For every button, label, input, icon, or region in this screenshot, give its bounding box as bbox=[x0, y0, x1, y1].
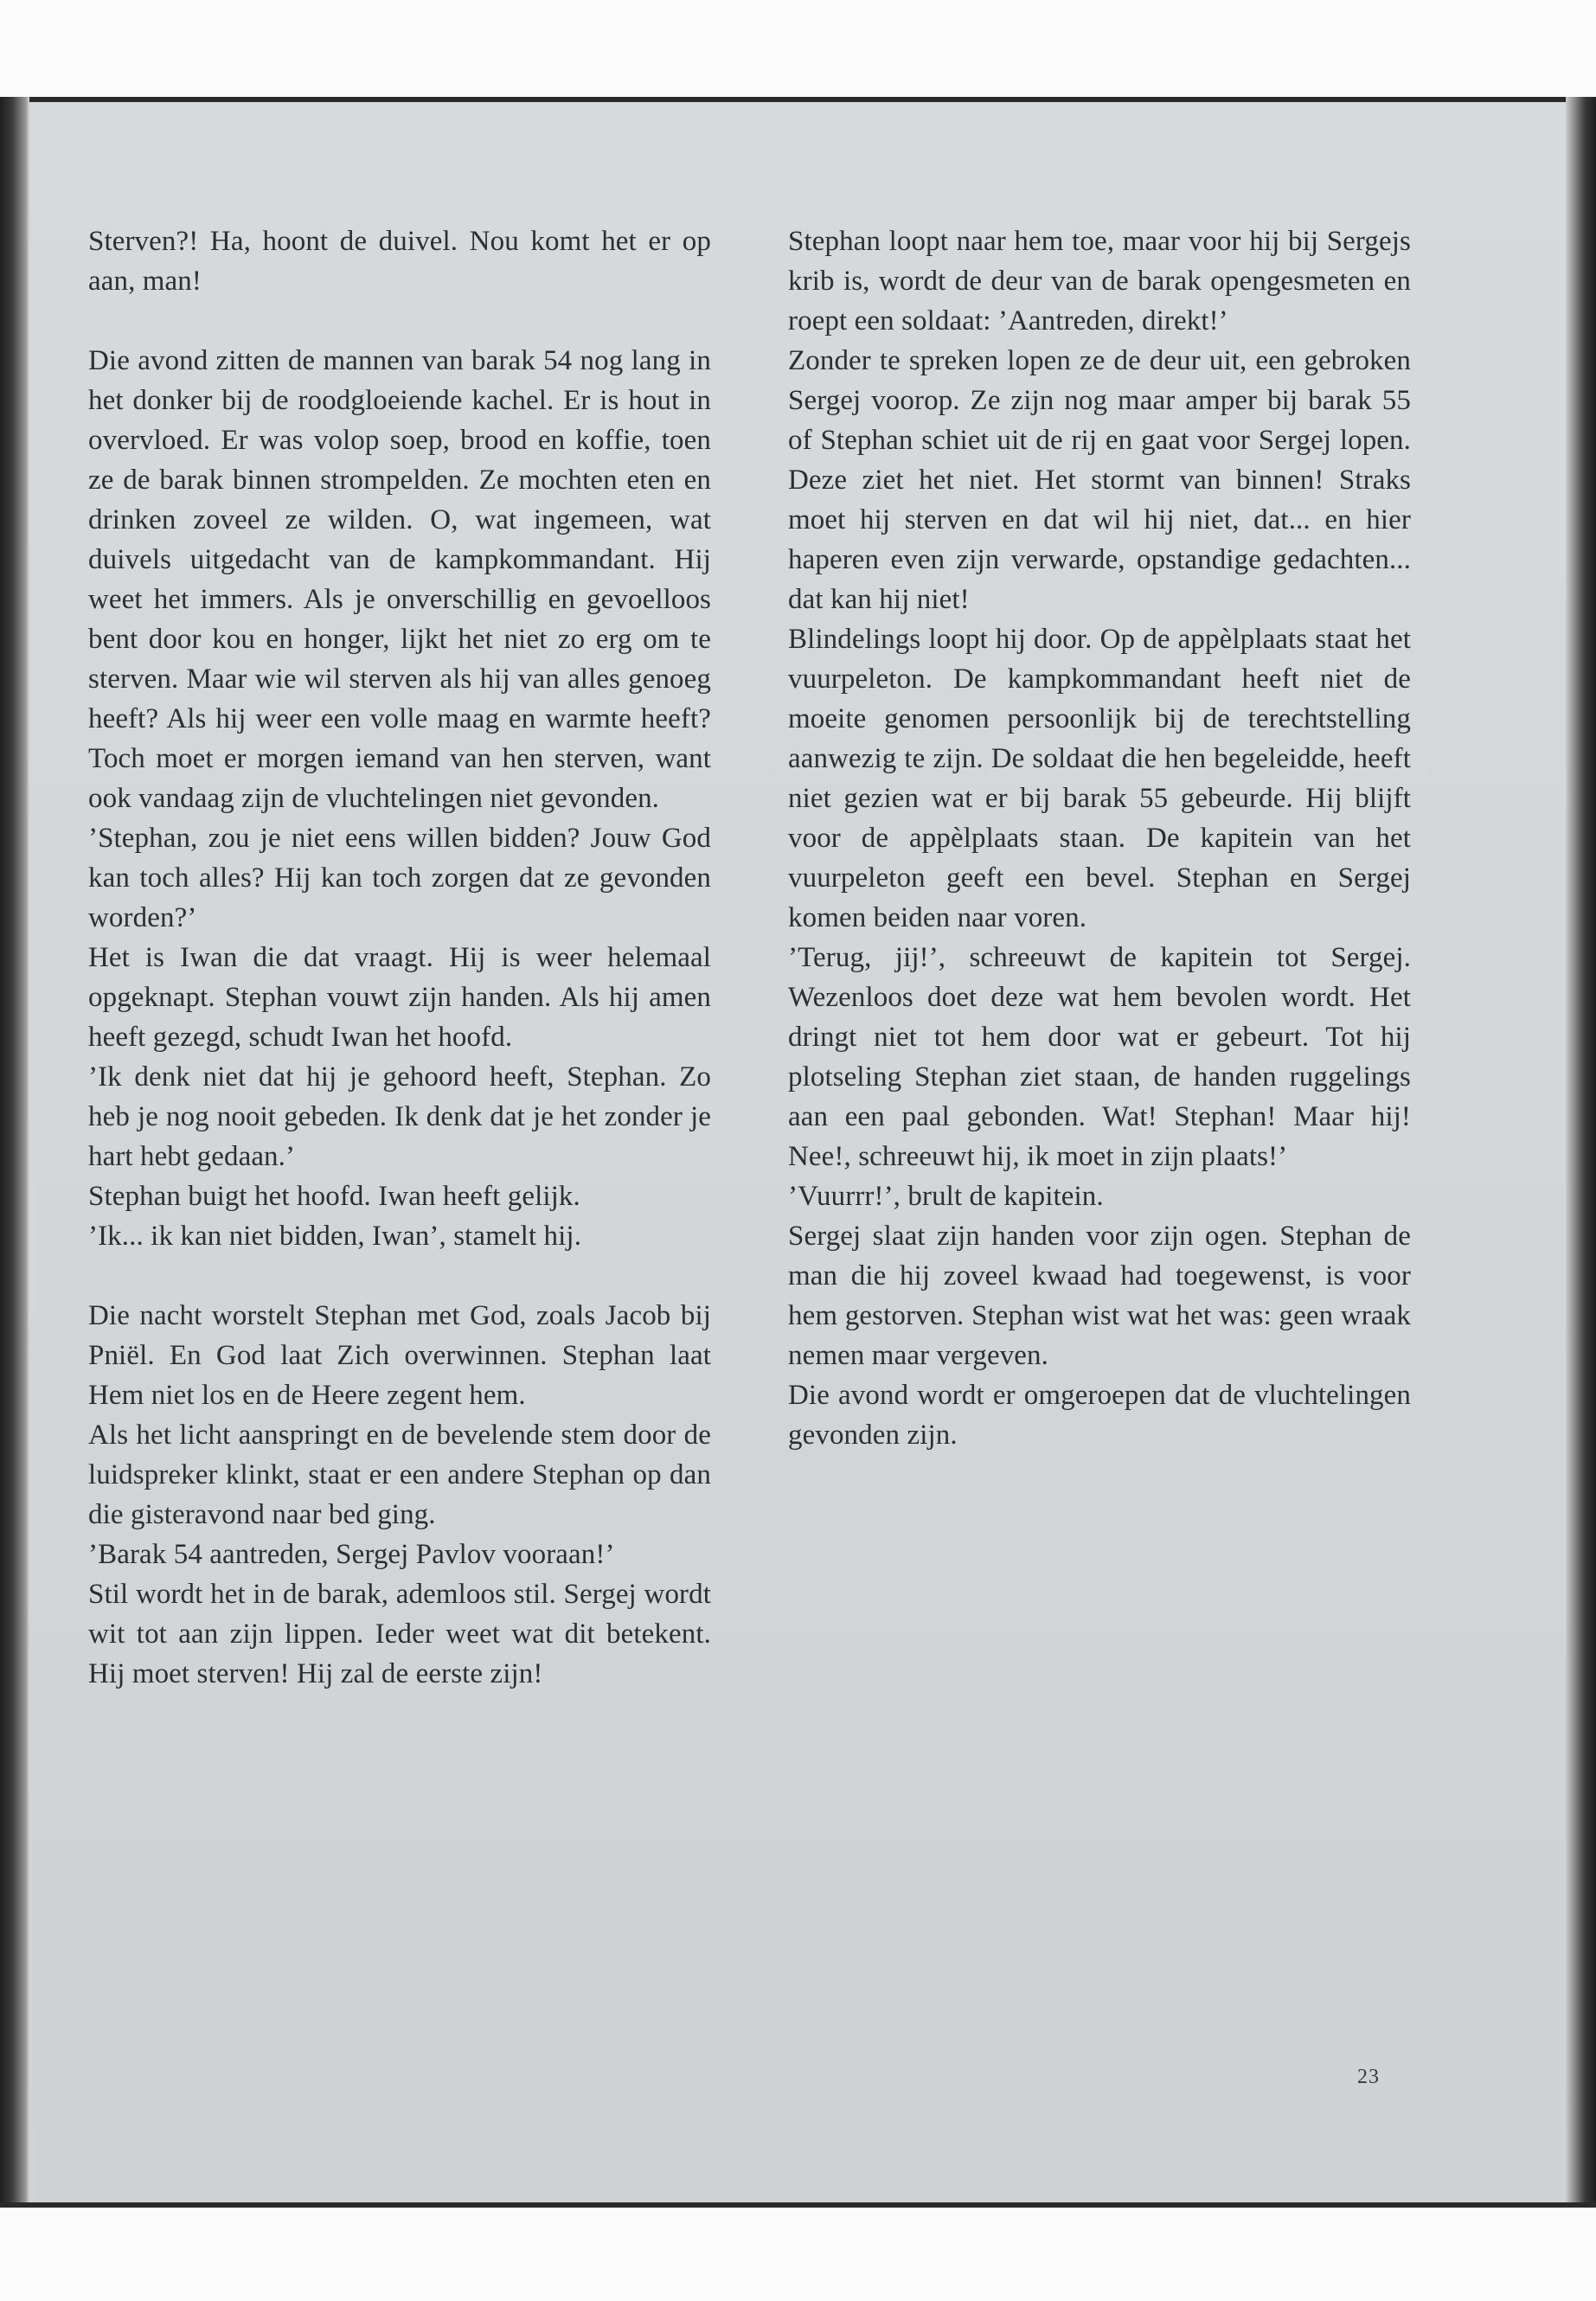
paragraph: Die avond zitten de mannen van barak 54 nog lang in het donker bij de roodgloeiende kachel. Er is hout in overvloed. Er was volop soep, brood en koffie, toen ze de barak binnen strompelden. Ze mochten eten en drinken zoveel ze wilden. O, wat ingemeen, wat duivels uitgedacht van de kampkommandant. Hij weet het immers. Als je onverschillig en gevoelloos bent door kou en honger, lijkt het niet zo erg om te sterven. Maar wie wil sterven als hij van alles genoeg heeft? Als hij weer een volle maag en warmte heeft? Toch moet er morgen iemand van hen sterven, want ook vandaag zijn de vluchtelingen niet gevonden. bbox=[88, 345, 711, 814]
paragraph: ’Terug, jij!’, schreeuwt de kapitein tot Sergej. Wezenloos doet deze wat hem bevolen wordt. Het dringt niet tot hem door wat er gebeurt. Tot hij plotseling Stephan ziet staan, de handen ruggelings aan een paal gebonden. Wat! Stephan! Maar hij! Nee!, schreeuwt hij, ik moet in zijn plaats!’ bbox=[788, 942, 1411, 1172]
paragraph-gap bbox=[88, 301, 711, 341]
scan-bottom-margin bbox=[0, 2202, 1596, 2301]
paragraph: Blindelings loopt hij door. Op de appèlplaats staat het vuurpeleton. De kampkommandant heeft niet de moeite genomen persoonlijk bij de terechtstelling aanwezig te zijn. De soldaat die hen begeleidde, heeft niet gezien wat er bij barak 55 gebeurde. Hij blijft voor de appèlplaats staan. De kapitein van het vuurpeleton geeft een bevel. Stephan en Sergej komen beiden naar voren. bbox=[788, 624, 1411, 933]
page-number: 23 bbox=[1357, 2066, 1380, 2088]
paragraph: Die avond wordt er omgeroepen dat de vluchtelingen gevonden zijn. bbox=[788, 1380, 1411, 1451]
book-edge-right bbox=[1566, 97, 1596, 2202]
paragraph: Stephan buigt het hoofd. Iwan heeft gelijk. bbox=[88, 1181, 580, 1212]
paragraph: ’Vuurrr!’, brult de kapitein. bbox=[788, 1181, 1104, 1212]
paragraph: ’Barak 54 aantreden, Sergej Pavlov vooraan!’ bbox=[88, 1539, 615, 1570]
paragraph: Stil wordt het in de barak, ademloos stil. Sergej wordt wit tot aan zijn lippen. Ieder weet wat dit betekent. Hij moet sterven! Hij zal de eerste zijn! bbox=[88, 1579, 711, 1689]
paragraph: Sergej slaat zijn handen voor zijn ogen. Stephan de man die hij zoveel kwaad had toegewenst, is voor hem gestorven. Stephan wist wat het was: geen wraak nemen maar vergeven. bbox=[788, 1221, 1411, 1371]
paragraph: ’Stephan, zou je niet eens willen bidden? Jouw God kan toch alles? Hij kan toch zorgen dat ze gevonden worden?’ bbox=[88, 823, 711, 933]
paragraph: Stephan loopt naar hem toe, maar voor hij bij Sergejs krib is, wordt de deur van de barak opengesmeten en roept een soldaat: ’Aantreden, direkt!’ bbox=[788, 226, 1411, 336]
right-text-column bbox=[788, 221, 1411, 1455]
paragraph-gap bbox=[88, 1256, 711, 1296]
left-text-column bbox=[88, 221, 711, 1694]
scan-top-margin bbox=[0, 0, 1596, 102]
book-page bbox=[29, 102, 1566, 2202]
paragraph: Het is Iwan die dat vraagt. Hij is weer helemaal opgeknapt. Stephan vouwt zijn handen. Als hij amen heeft gezegd, schudt Iwan het hoofd. bbox=[88, 942, 711, 1053]
paragraph: ’Ik denk niet dat hij je gehoord heeft, Stephan. Zo heb je nog nooit gebeden. Ik denk dat je het zonder je hart hebt gedaan.’ bbox=[88, 1061, 711, 1172]
paragraph: Zonder te spreken lopen ze de deur uit, een gebroken Sergej voorop. Ze zijn nog maar amper bij barak 55 of Stephan schiet uit de rij en gaat voor Sergej lopen. Deze ziet het niet. Het stormt van binnen! Straks moet hij sterven en dat wil hij niet, dat... en hier haperen even zijn verwarde, opstandige gedachten... dat kan hij niet! bbox=[788, 345, 1411, 615]
paragraph: Die nacht worstelt Stephan met God, zoals Jacob bij Pniël. En God laat Zich overwinnen. Stephan laat Hem niet los en de Heere zegent hem. bbox=[88, 1300, 711, 1411]
book-binding-edge-left bbox=[0, 97, 29, 2202]
paragraph: ’Ik... ik kan niet bidden, Iwan’, stamelt hij. bbox=[88, 1221, 582, 1252]
paragraph: Als het licht aanspringt en de bevelende stem door de luidspreker klinkt, staat er een andere Stephan op dan die gisteravond naar bed ging. bbox=[88, 1420, 711, 1530]
paragraph: Sterven?! Ha, hoont de duivel. Nou komt het er op aan, man! bbox=[88, 226, 711, 297]
